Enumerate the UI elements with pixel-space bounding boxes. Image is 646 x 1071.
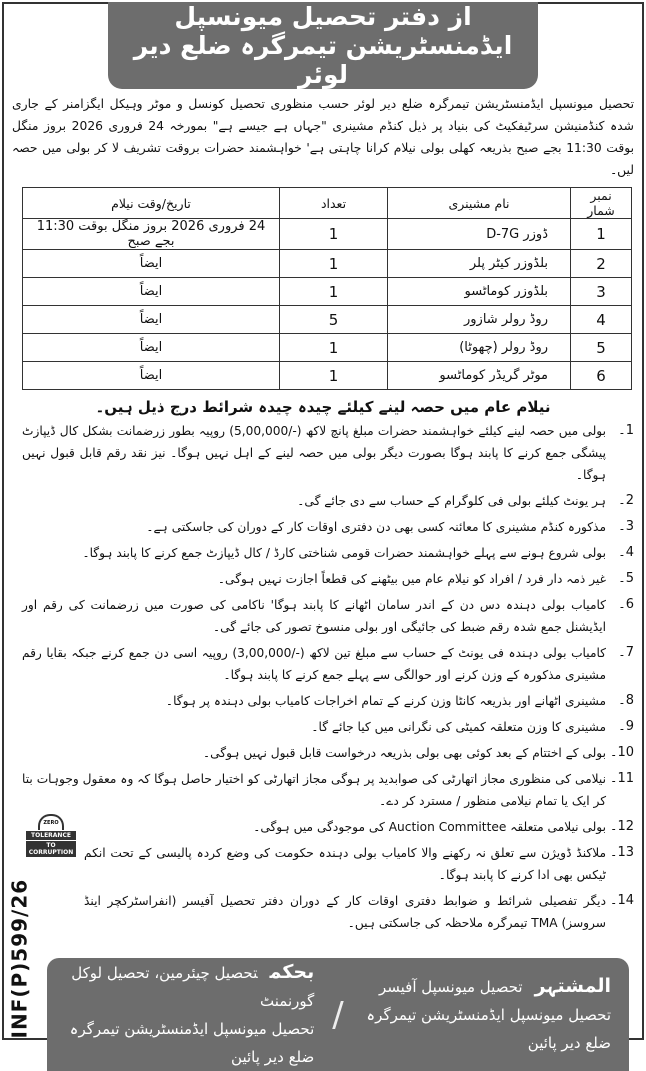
condition-item: [22, 690, 634, 712]
condition-number: 1۔: [618, 423, 634, 438]
cell-serial: 4: [571, 306, 632, 334]
logo-ring: ZERO: [38, 814, 64, 830]
condition-number: 7۔: [618, 645, 634, 660]
condition-number: 9۔: [618, 719, 634, 734]
logo-tolerance: TOLERANCE: [26, 831, 76, 840]
condition-number: 3۔: [618, 519, 634, 534]
cell-serial: 3: [571, 278, 632, 306]
conditions-list: [22, 420, 634, 938]
cell-date-time: 24 فروری 2026 بروز منگل بوقت 11:30 بجے صبح: [23, 219, 280, 250]
condition-text: بولی نیلامی متعلقہ Auction Committee کی موجودگی میں ہوگی۔: [253, 820, 606, 834]
cell-quantity: 1: [280, 219, 388, 250]
cell-date-time: ایضاً: [23, 306, 280, 334]
cell-serial: 5: [571, 334, 632, 362]
condition-item: [22, 742, 634, 764]
cell-date-time: ایضاً: [23, 278, 280, 306]
signature-footer: [47, 958, 629, 1071]
cell-machine-name: بلڈوزر کوماٹسو: [388, 278, 571, 306]
cell-date-time: ایضاً: [23, 362, 280, 390]
condition-number: 14۔: [609, 893, 634, 908]
intro-paragraph: تحصیل میونسپل ایڈمنسٹریشن تیمرگرہ ضلع دیر لوئر حسب منظوری تحصیل کونسل و موٹر وہیکل ایگزامنر کے جاری شدہ کنڈمنیشن سرٹیفکیٹ کی بنیاد پر ذیل کنڈم مشینری "جہاں ہے جیسے ہے" بمورخہ 24 فروری 2026 بروز منگل بوقت 11:30 بجے صبح بذریعہ کھلی بولی نیلام کرانا چاہتی ہے' خواہشمند حضرات بروقت تشریف لا کر بولی میں حصہ لیں۔: [12, 97, 635, 177]
table-row: [23, 362, 632, 390]
col-machine-name: نام مشینری: [388, 188, 571, 219]
condition-text: نیلامی کی منظوری مجاز اتھارٹی کی صوابدید پر ہوگی مجاز اتھارٹی کو اختیار حاصل ہوگا کہ وہ معقول وجوہات بتا کر ایک یا تمام نیلامی منظور / مسترد کر دے۔: [22, 772, 606, 808]
condition-text: غیر ذمہ دار فرد / افراد کو نیلام عام میں بیٹھنے کی قطعاً اجازت نہیں ہوگی۔: [217, 572, 606, 586]
condition-text: ملاکنڈ ڈویژن سے تعلق نہ رکھنے والا کامیاب بولی دہندہ حکومت کی وضع کردہ پالیسی کے تحت انکم ٹیکس بھی ادا کرنے کا پابند ہوگا۔: [84, 846, 606, 882]
condition-text: کامیاب بولی دہندہ دس دن کے اندر سامان اٹھانے کا پابند ہوگا' ناکامی کی صورت میں زرضمانت کی رقم اور ایڈیشنل جمع شدہ رقم ضبط کی جائیگی اور بولی منسوخ تصور کی جائے گی۔: [22, 598, 606, 634]
condition-number: 4۔: [618, 545, 634, 560]
conditions-heading: نیلام عام میں حصہ لینے کیلئے چیدہ چیدہ شرائط درج ذیل ہیں۔: [95, 398, 551, 416]
page-title: از دفتر تحصیل میونسپل ایڈمنسٹریشن تیمرگرہ ضلع دیر لوئر: [108, 2, 538, 89]
condition-number: 10۔: [609, 745, 634, 760]
cell-date-time: ایضاً: [23, 250, 280, 278]
condition-item: [22, 568, 634, 590]
condition-item: [22, 716, 634, 738]
cell-quantity: 1: [280, 334, 388, 362]
condition-number: 8۔: [618, 693, 634, 708]
condition-text: بولی میں حصہ لینے کیلئے خواہشمند حضرات مبلغ پانچ لاکھ (-/5,00,000) روپیہ بطور زرضمانت بشکل کال ڈیپازٹ پیشگی جمع کرنے کا پابند ہوگا بصورت دیگر بولی میں حصہ لینے کے اہل نہیں ہوگا۔ نیز نقد رقم قابل قبول نہیں ہوگا۔: [22, 424, 606, 482]
condition-number: 2۔: [618, 493, 634, 508]
cell-machine-name: ڈوزر D-7G: [388, 219, 571, 250]
cell-date-time: ایضاً: [23, 334, 280, 362]
condition-text: بولی کے اختتام کے بعد کوئی بھی بولی بذریعہ درخواست قابل قبول نہیں ہوگی۔: [202, 746, 606, 760]
advertiser-office: تحصیل میونسپل ایڈمنسٹریشن تیمرگرہ ضلع دیر پائین: [366, 1006, 611, 1052]
advertiser-block: [344, 972, 629, 1057]
col-serial: نمبر شمار: [571, 188, 632, 219]
table-row: [23, 306, 632, 334]
cell-quantity: 1: [280, 362, 388, 390]
condition-text: مشینری کا وزن متعلقہ کمیٹی کی نگرانی میں کیا جائے گا۔: [311, 720, 606, 734]
condition-item: [22, 842, 634, 886]
logo-corruption: TO CORRUPTION: [26, 841, 76, 857]
col-quantity: تعداد: [280, 188, 388, 219]
advertiser-title: تحصیل میونسپل آفیسر: [379, 978, 523, 996]
col-date-time: تاریخ/وقت نیلام: [23, 188, 280, 219]
condition-text: دیگر تفصیلی شرائط و ضوابط دفتری اوقات کار کے دوران دفتر تحصیل آفیسر (انفراسٹرکچر اینڈ سروسز) TMA تیمرگرہ ملاحظہ کی جاسکتی ہیں۔: [84, 894, 606, 930]
condition-text: ہر یونٹ کیلئے بولی فی کلوگرام کے حساب سے دی جائے گی۔: [297, 494, 606, 508]
condition-text: مشینری اٹھانے اور بذریعہ کانٹا وزن کرنے کے تمام اخراجات کامیاب بولی دہندہ پر ہوگا۔: [165, 694, 606, 708]
condition-item: [22, 768, 634, 812]
table-row: [23, 334, 632, 362]
cell-serial: 6: [571, 362, 632, 390]
condition-item: [22, 516, 634, 538]
condition-text: بولی شروع ہونے سے پہلے خواہشمند حضرات قومی شناختی کارڈ / کال ڈیپازٹ جمع کرنے کا پابند ہوگا۔: [82, 546, 606, 560]
cell-machine-name: روڈ رولر شازور: [388, 306, 571, 334]
condition-item: [22, 490, 634, 512]
table-header-row: [23, 188, 632, 219]
condition-number: 6۔: [618, 597, 634, 612]
cell-machine-name: بلڈوزر کیٹر پلر: [388, 250, 571, 278]
condition-number: 12۔: [609, 819, 634, 834]
condition-text: کامیاب بولی دہندہ فی یونٹ کے حساب سے مبلغ تین لاکھ (-/3,00,000) روپیہ اسی دن جمع کرنے جبکہ بقایا رقم مشینری مذکورہ کے وزن کرنے اور حوالگی سے پہلے جمع کرنے کا پابند ہوگا۔: [22, 646, 606, 682]
advertiser-label: المشتہر: [534, 975, 611, 997]
condition-item: [22, 594, 634, 638]
machinery-table: [22, 187, 632, 390]
cell-quantity: 5: [280, 306, 388, 334]
order-label: بحکم: [269, 961, 315, 983]
order-office: تحصیل میونسپل ایڈمنسٹریشن تیمرگرہ ضلع دیر پائین: [69, 1020, 315, 1066]
condition-item: [22, 420, 634, 486]
order-title: تحصیل چیئرمین، تحصیل لوکل گورنمنٹ: [71, 964, 315, 1010]
cell-serial: 1: [571, 219, 632, 250]
order-block: [47, 958, 332, 1071]
cell-machine-name: موٹر گریڈر کوماٹسو: [388, 362, 571, 390]
reference-number: INF(P)599/26: [7, 878, 32, 1039]
condition-item: [22, 890, 634, 934]
cell-quantity: 1: [280, 278, 388, 306]
condition-number: 11۔: [609, 771, 634, 786]
table-row: [23, 219, 632, 250]
ad-border: [2, 2, 644, 1066]
cell-quantity: 1: [280, 250, 388, 278]
condition-number: 13۔: [609, 845, 634, 860]
cell-machine-name: روڈ رولر (چھوٹا): [388, 334, 571, 362]
footer-separator: /: [332, 994, 344, 1035]
condition-item: [22, 642, 634, 686]
table-row: [23, 250, 632, 278]
condition-item: [22, 542, 634, 564]
condition-number: 5۔: [618, 571, 634, 586]
cell-serial: 2: [571, 250, 632, 278]
condition-text: مذکورہ کنڈم مشینری کا معائنہ کسی بھی دن دفتری اوقات کار کے دوران کی جاسکتی ہے۔: [146, 520, 606, 534]
table-row: [23, 278, 632, 306]
